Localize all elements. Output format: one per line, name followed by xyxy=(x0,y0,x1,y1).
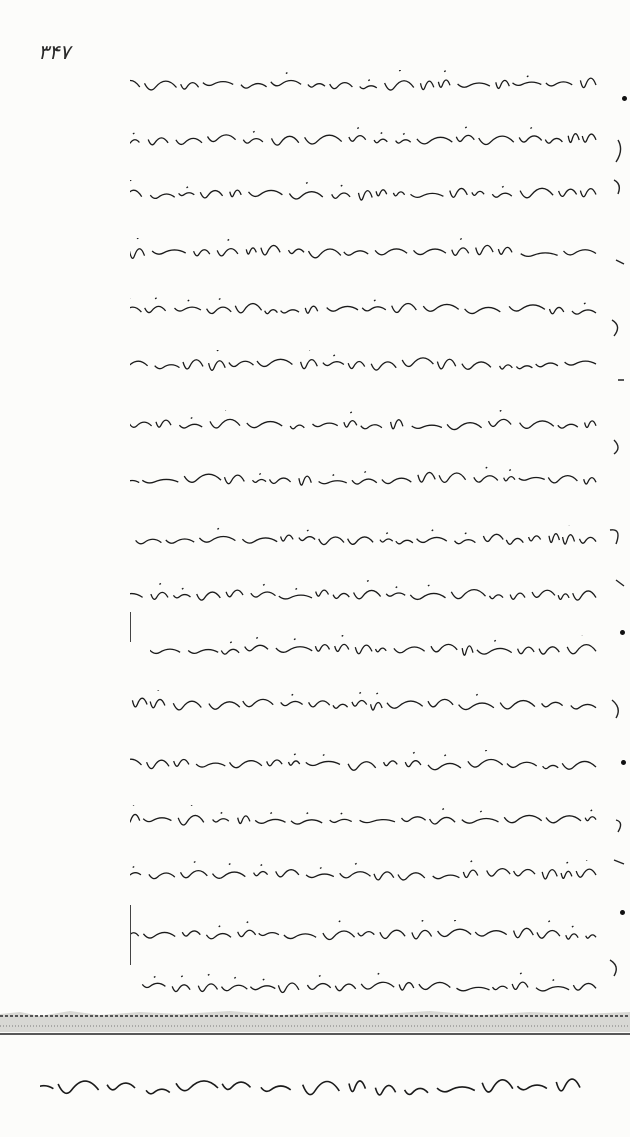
edge-scribbles xyxy=(600,60,630,1020)
handwriting-line xyxy=(130,295,602,321)
ink-stroke xyxy=(150,635,596,655)
page-number: ۳۴۷ xyxy=(38,40,71,64)
footnote-handwriting xyxy=(40,1055,590,1115)
handwriting-line xyxy=(130,410,602,436)
edge-dot xyxy=(620,630,625,635)
margin-stroke xyxy=(130,612,131,642)
ink-stroke xyxy=(130,920,596,940)
margin-stroke xyxy=(130,905,131,965)
ink-stroke xyxy=(130,295,596,314)
adjacent-page-edge xyxy=(600,60,630,1020)
ink-stroke xyxy=(136,525,596,545)
handwriting-line xyxy=(130,465,602,491)
torn-page-edge xyxy=(0,1002,630,1042)
handwriting-line xyxy=(150,635,602,661)
handwriting-line xyxy=(130,525,602,551)
handwriting-line xyxy=(130,238,602,264)
edge-dot xyxy=(621,760,626,765)
footnote-ink-stroke xyxy=(40,1079,580,1095)
handwriting-line xyxy=(130,860,602,886)
handwriting-line xyxy=(130,805,602,831)
ink-stroke xyxy=(130,860,596,880)
handwriting-line xyxy=(130,920,602,946)
ink-stroke xyxy=(130,805,596,825)
handwriting-line xyxy=(130,580,602,606)
handwriting-line xyxy=(130,350,602,376)
handwriting-line xyxy=(130,690,602,716)
ink-stroke xyxy=(132,690,596,710)
edge-dot xyxy=(620,910,625,915)
ink-stroke xyxy=(130,127,596,145)
ink-stroke xyxy=(130,580,596,600)
ink-stroke xyxy=(130,70,596,90)
ink-stroke xyxy=(130,180,596,200)
handwriting-line xyxy=(140,972,602,998)
handwriting-line xyxy=(130,180,602,206)
edge-dot xyxy=(622,96,627,101)
handwriting-line xyxy=(130,125,602,151)
handwriting-line xyxy=(130,70,602,96)
ink-stroke xyxy=(130,238,596,258)
handwriting-line xyxy=(130,750,602,776)
ink-stroke xyxy=(130,750,596,770)
ink-stroke xyxy=(130,410,596,430)
ink-stroke xyxy=(130,467,596,485)
ink-stroke xyxy=(142,973,596,993)
ink-stroke xyxy=(130,350,596,370)
